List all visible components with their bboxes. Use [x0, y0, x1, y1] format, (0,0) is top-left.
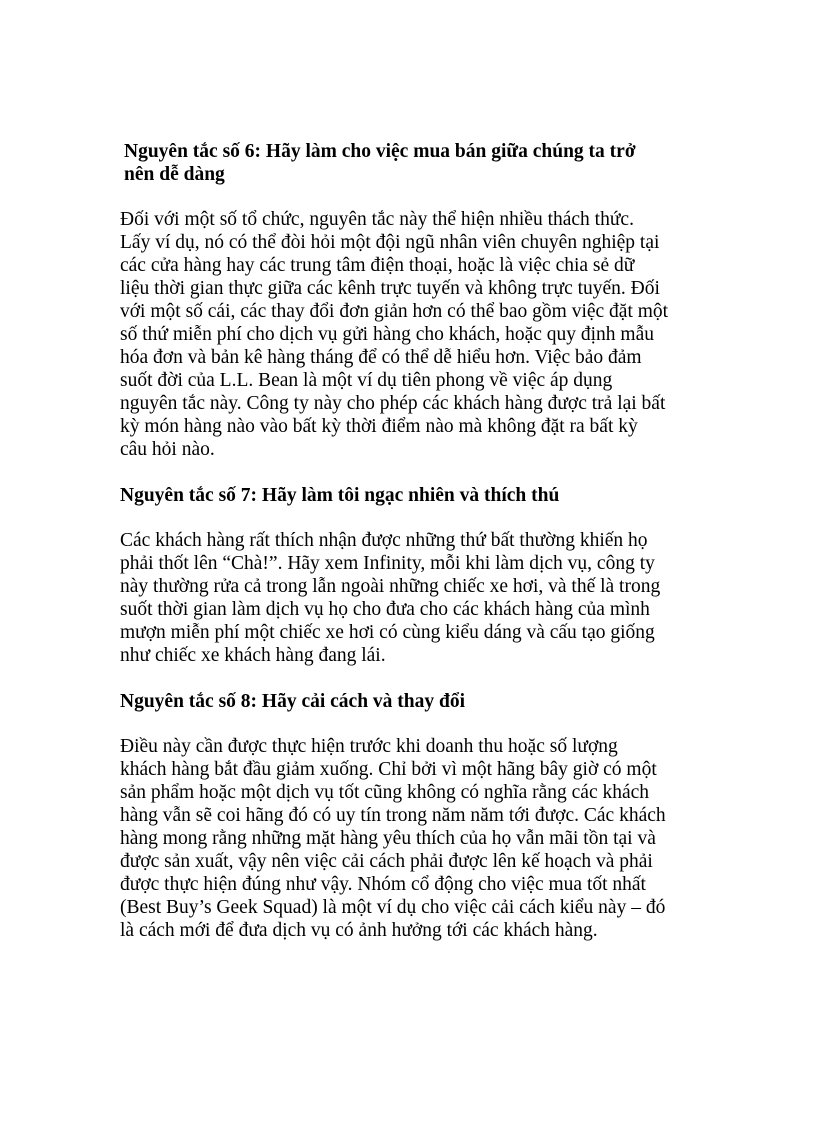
- text-line: hóa đơn và bản kê hàng tháng để có thể dễ hiểu hơn. Việc bảo đảm: [120, 347, 642, 368]
- heading-line: Nguyên tắc số 7: Hãy làm tôi ngạc nhiên và thích thú: [120, 485, 560, 506]
- text-line: mượn miễn phí một chiếc xe hơi có cùng kiểu dáng và cấu tạo giống: [120, 622, 655, 643]
- text-line: liệu thời gian thực giữa các kênh trực tuyến và không trực tuyến. Đối: [120, 278, 660, 299]
- text-line: kỳ món hàng nào vào bất kỳ thời điểm nào mà không đặt ra bất kỳ: [120, 416, 638, 437]
- text-line: suốt thời gian làm dịch vụ họ cho đưa cho các khách hàng của mình: [120, 599, 650, 620]
- text-line: được thực hiện đúng như vậy. Nhóm cổ động cho việc mua tốt nhất: [120, 874, 646, 895]
- heading-line: nên dễ dàng: [124, 164, 225, 185]
- text-line: được sản xuất, vậy nên việc cải cách phải được lên kế hoạch và phải: [120, 851, 653, 872]
- text-line: Lấy ví dụ, nó có thể đòi hỏi một đội ngũ nhân viên chuyên nghiệp tại: [120, 232, 660, 253]
- text-line: hàng mong rằng những mặt hàng yêu thích của họ vẫn mãi tồn tại và: [120, 828, 656, 849]
- text-line: câu hỏi nào.: [120, 439, 215, 460]
- text-line: phải thốt lên “Chà!”. Hãy xem Infinity, mỗi khi làm dịch vụ, công ty: [120, 553, 655, 574]
- paragraph-principle-6: [120, 208, 700, 461]
- document-body: [120, 140, 700, 942]
- heading-line: Nguyên tắc số 6: Hãy làm cho việc mua bán giữa chúng ta trở: [124, 141, 636, 162]
- paragraph-principle-8: [120, 735, 700, 942]
- text-line: khách hàng bắt đầu giảm xuống. Chỉ bởi vì một hãng bây giờ có một: [120, 759, 657, 780]
- text-line: là cách mới để đưa dịch vụ có ảnh hưởng tới các khách hàng.: [120, 920, 598, 941]
- text-line: với một số cái, các thay đổi đơn giản hơn có thể bao gồm việc đặt một: [120, 301, 669, 322]
- text-line: số thứ miễn phí cho dịch vụ gửi hàng cho khách, hoặc quy định mẫu: [120, 324, 654, 345]
- text-line: các cửa hàng hay các trung tâm điện thoại, hoặc là việc chia sẻ dữ: [120, 255, 635, 276]
- text-line: nguyên tắc này. Công ty này cho phép các khách hàng được trả lại bất: [120, 393, 666, 414]
- text-line: suốt đời của L.L. Bean là một ví dụ tiên phong về việc áp dụng: [120, 370, 613, 391]
- text-line: như chiếc xe khách hàng đang lái.: [120, 645, 386, 666]
- text-line: Điều này cần được thực hiện trước khi doanh thu hoặc số lượng: [120, 736, 618, 757]
- text-line: hàng vẫn sẽ coi hãng đó có uy tín trong năm năm tới được. Các khách: [120, 805, 666, 826]
- text-line: (Best Buy’s Geek Squad) là một ví dụ cho việc cải cách kiểu này – đó: [120, 897, 666, 918]
- text-line: Đối với một số tổ chức, nguyên tắc này thể hiện nhiều thách thức.: [120, 209, 634, 230]
- heading-line: Nguyên tắc số 8: Hãy cải cách và thay đổi: [120, 691, 466, 712]
- text-line: Các khách hàng rất thích nhận được những thứ bất thường khiến họ: [120, 530, 648, 551]
- heading-principle-7: [120, 484, 700, 507]
- paragraph-principle-7: [120, 529, 700, 667]
- text-line: này thường rửa cả trong lẫn ngoài những chiếc xe hơi, và thế là trong: [120, 576, 661, 597]
- heading-principle-6: [120, 140, 700, 186]
- text-line: sản phẩm hoặc một dịch vụ tốt cũng không có nghĩa rằng các khách: [120, 782, 650, 803]
- heading-principle-8: [120, 690, 700, 713]
